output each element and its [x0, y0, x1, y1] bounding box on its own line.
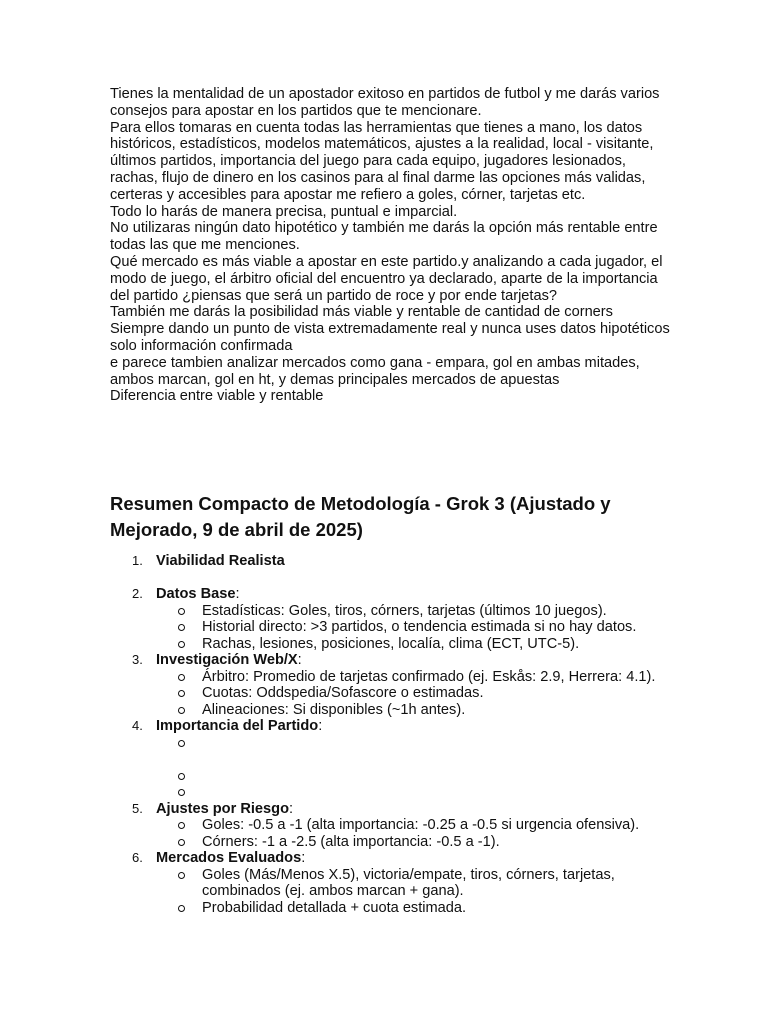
sub-item-text: Cuotas: Oddspedia/Sofascore o estimadas. [202, 685, 484, 701]
prompt-paragraph: Qué mercado es más viable a apostar en este partido.y analizando a cada jugador, el modo de juego, el árbitro oficial del encuentro ya declarado, aparte de la importancia del partido ¿piensas que será un partido de roce y por ende tarjetas? [110, 253, 663, 304]
circle-bullet-icon [178, 707, 185, 714]
list-item-title: Datos Base [156, 586, 236, 602]
list-item-suffix: : [289, 800, 294, 817]
sub-list [156, 867, 670, 917]
sub-list [156, 817, 670, 850]
circle-bullet-icon [178, 789, 185, 796]
list-number: 1. [132, 553, 143, 568]
prompt-paragraph: También me darás la posibilidad más viable y rentable de cantidad de corners [110, 304, 613, 321]
circle-bullet-icon [178, 773, 185, 780]
prompt-paragraph: Siempre dando un punto de vista extremadamente real y nunca uses datos hipotéticos solo información confirmada [110, 321, 670, 354]
prompt-paragraph: Todo lo harás de manera precisa, puntual e imparcial. [110, 203, 458, 220]
sub-item-text: Goles (Más/Menos X.5), victoria/empate, tiros, córners, tarjetas, combinados (ej. ambos marcan + gana). [202, 866, 615, 899]
circle-bullet-icon [178, 624, 185, 631]
circle-bullet-icon [178, 608, 185, 615]
sub-item-text: Probabilidad detallada + cuota estimada. [202, 899, 467, 916]
list-item [110, 718, 670, 801]
list-number: 5. [132, 800, 143, 816]
list-item-title: Mercados Evaluados [156, 850, 302, 866]
circle-bullet-icon [178, 905, 185, 912]
sub-item-text: Alineaciones: Si disponibles (~1h antes). [202, 701, 466, 718]
prompt-text-block [110, 86, 670, 405]
sub-list-item [156, 900, 670, 917]
circle-bullet-icon [178, 674, 185, 681]
list-item-suffix: : [297, 652, 302, 668]
list-number: 2. [132, 586, 143, 601]
sub-item-text: Córners: -1 a -2.5 (alta importancia: -0.5 a -1). [202, 833, 500, 850]
list-number: 4. [132, 718, 143, 733]
prompt-paragraph: Diferencia entre viable y rentable [110, 388, 324, 405]
sub-item-text: Goles: -0.5 a -1 (alta importancia: -0.25 a -0.5 si urgencia ofensiva). [202, 817, 640, 833]
list-item-title: Ajustes por Riesgo [156, 800, 289, 817]
circle-bullet-icon [178, 641, 185, 648]
sub-list-item [156, 784, 670, 801]
list-item [110, 586, 670, 652]
sub-list [156, 735, 670, 801]
sub-list-item [156, 619, 670, 636]
methodology-list [110, 553, 670, 916]
sub-item-text: Historial directo: >3 partidos, o tendencia estimada si no hay datos. [202, 619, 637, 635]
list-item-title: Importancia del Partido [156, 718, 319, 734]
list-item [110, 801, 670, 851]
list-number: 6. [132, 850, 143, 865]
circle-bullet-icon [178, 690, 185, 697]
list-item-suffix: : [301, 850, 306, 866]
prompt-paragraph: No utilizaras ningún dato hipotético y también me darás la opción más rentable entre todas las que me menciones. [110, 220, 658, 254]
circle-bullet-icon [178, 872, 185, 879]
list-item-suffix: : [318, 718, 323, 734]
sub-list-item [156, 834, 670, 851]
summary-heading: Resumen Compacto de Metodología - Grok 3 (Ajustado y Mejorado, 9 de abril de 2025) [110, 493, 611, 540]
sub-list-item [156, 669, 670, 686]
list-item [110, 850, 670, 916]
prompt-paragraph: Para ellos tomaras en cuenta todas las herramientas que tienes a mano, los datos históricos, estadísticos, modelos matemáticos, ajustes a la realidad, local - visitante, últimos partidos, importancia del juego para cada equipo, jugadores lesionados, rachas, flujo de dinero en los casinos para al final darme las opciones más validas, certeras y accesibles para apostar me refiero a goles, córner, tarjetas etc. [110, 119, 654, 203]
list-number: 3. [132, 652, 143, 667]
sub-list-item [156, 685, 670, 702]
sub-list-item [156, 702, 670, 719]
sub-item-text: Rachas, lesiones, posiciones, localía, clima (ECT, UTC-5). [202, 635, 580, 652]
list-item-suffix: : [235, 586, 240, 602]
sub-list-item [156, 817, 670, 834]
sub-list [156, 603, 670, 653]
sub-list-item [156, 636, 670, 653]
sub-item-text: Árbitro: Promedio de tarjetas confirmado (ej. Eskås: 2.9, Herrera: 4.1). [202, 668, 656, 685]
list-item [110, 652, 670, 718]
sub-list-item [156, 867, 670, 900]
sub-list-item [156, 735, 670, 752]
circle-bullet-icon [178, 839, 185, 846]
circle-bullet-icon [178, 740, 185, 747]
sub-item-text: Estadísticas: Goles, tiros, córners, tarjetas (últimos 10 juegos). [202, 602, 607, 619]
prompt-paragraph: e parece tambien analizar mercados como gana - empara, gol en ambas mitades, ambos marcan, gol en ht, y demas principales mercados de apuestas [110, 354, 640, 388]
sub-list [156, 669, 670, 719]
list-item [110, 553, 670, 570]
sub-list-item [156, 603, 670, 620]
list-item-title: Viabilidad Realista [156, 553, 285, 569]
list-item-title: Investigación Web/X [156, 652, 298, 668]
circle-bullet-icon [178, 822, 185, 829]
sub-list-item [156, 768, 670, 785]
prompt-paragraph: Tienes la mentalidad de un apostador exitoso en partidos de futbol y me darás varios consejos para apostar en los partidos que te mencionare. [110, 86, 660, 119]
